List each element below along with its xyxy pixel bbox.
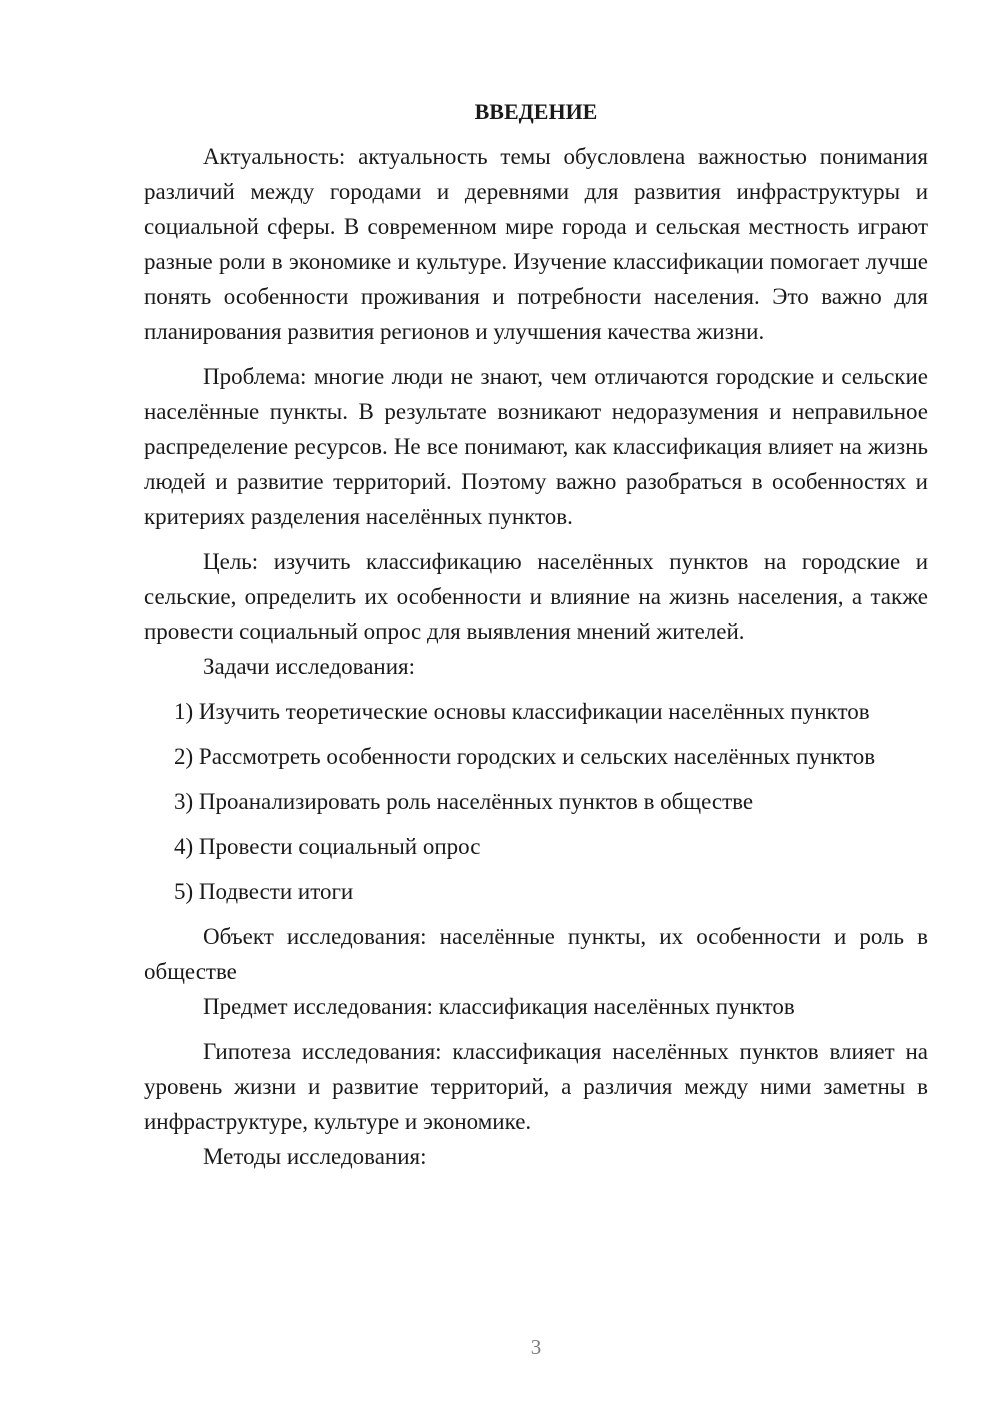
task-item: 3) Проанализировать роль населённых пунктов в обществе bbox=[174, 789, 754, 814]
page-number: 3 bbox=[530, 1335, 542, 1359]
task-item: 4) Провести социальный опрос bbox=[174, 834, 481, 859]
object-paragraph: Объект исследования: населённые пункты, их особенности и роль в обществе bbox=[144, 924, 928, 984]
problem-paragraph: Проблема: многие люди не знают, чем отличаются городские и сельские населённые пункты. В результате возникают недоразумения и неправильное распределение ресурсов. Не все понимают, как классификация влияет на жизнь людей и развитие территорий. Поэтому важно разобраться в особенностях и критериях разделения населённых пунктов. bbox=[144, 364, 928, 529]
relevance-paragraph: Актуальность: актуальность темы обусловлена важностью понимания различий между городами и деревнями для развития инфраструктуры и социальной сферы. В современном мире города и сельская местность играют разные роли в экономике и культуре. Изучение классификации помогает лучше понять особенности проживания и потребности населения. Это важно для планирования развития регионов и улучшения качества жизни. bbox=[144, 144, 928, 344]
methods-title: Методы исследования: bbox=[203, 1144, 427, 1169]
task-item: 5) Подвести итоги bbox=[174, 879, 354, 904]
task-item: 2) Рассмотреть особенности городских и сельских населённых пунктов bbox=[174, 744, 876, 769]
goal-paragraph: Цель: изучить классификацию населённых пунктов на городские и сельские, определить их особенности и влияние на жизнь населения, а также провести социальный опрос для выявления мнений жителей. bbox=[144, 549, 928, 644]
tasks-title: Задачи исследования: bbox=[203, 654, 416, 679]
page-content bbox=[144, 94, 928, 1174]
subject-paragraph: Предмет исследования: классификация населённых пунктов bbox=[203, 994, 795, 1019]
section-heading: ВВЕДЕНИЕ bbox=[474, 99, 598, 124]
tasks-list bbox=[144, 694, 928, 909]
hypothesis-paragraph: Гипотеза исследования: классификация населённых пунктов влияет на уровень жизни и развитие территорий, а различия между ними заметны в инфраструктуре, культуре и экономике. bbox=[144, 1039, 928, 1134]
task-item: 1) Изучить теоретические основы классификации населённых пунктов bbox=[174, 699, 870, 724]
